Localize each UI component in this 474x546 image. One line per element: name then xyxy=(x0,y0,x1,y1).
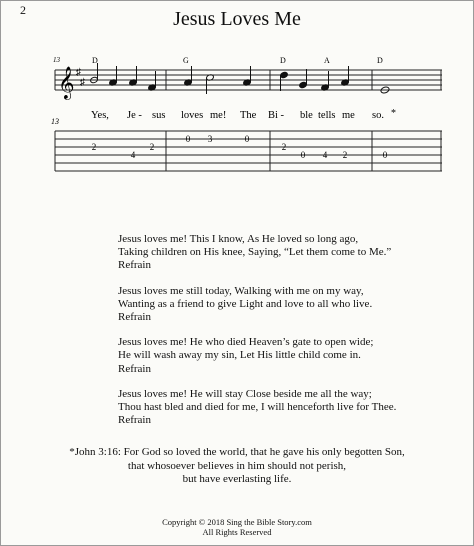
chord-symbol: G xyxy=(183,56,189,65)
footnote-line: *John 3:16: For God so loved the world, that he gave his only begotten Son, xyxy=(69,446,405,458)
verse-line: Jesus loves me! He will stay Close beside me all the way; xyxy=(118,387,372,400)
verse-line: Taking children on His knee, Saying, “Let them come to Me.” xyxy=(118,246,392,259)
lyric: Yes, xyxy=(91,110,109,121)
lyric: tells xyxy=(318,110,336,121)
page-number: 2 xyxy=(20,3,26,17)
verse-line: Wanting as a friend to give Light and love to all who live. xyxy=(118,297,373,310)
tab-number: 2 xyxy=(281,142,287,152)
chord-symbol: D xyxy=(280,56,286,65)
copyright-notice xyxy=(0,517,474,537)
verse-line: Jesus loves me still today, Walking with me on my way, xyxy=(118,284,364,297)
lyrics xyxy=(91,108,396,121)
tab-number: 0 xyxy=(382,150,388,160)
refrain-label: Refrain xyxy=(118,311,151,324)
verse xyxy=(118,233,396,273)
tab-number: 2 xyxy=(149,142,155,152)
lyric: so. xyxy=(372,110,384,121)
lyric: * xyxy=(391,108,396,119)
refrain-label: Refrain xyxy=(118,362,151,375)
notes xyxy=(90,63,390,94)
note xyxy=(280,71,289,78)
measure-number: 13 xyxy=(53,56,60,64)
note xyxy=(299,81,308,88)
footnote-line: that whosoever believes in him should not perish, xyxy=(127,459,347,472)
refrain-label: Refrain xyxy=(118,259,151,272)
copyright-line: Copyright © 2018 Sing the Bible Story.com xyxy=(162,517,312,527)
verse xyxy=(118,285,396,325)
measure-number: 13 xyxy=(51,117,59,126)
tab-number: 0 xyxy=(244,134,250,144)
music-score xyxy=(0,0,474,200)
refrain-label: Refrain xyxy=(118,414,151,427)
lyric: Je - xyxy=(127,110,142,121)
tab-number: 0 xyxy=(300,150,306,160)
verse xyxy=(118,336,396,376)
scripture-footnote xyxy=(0,446,474,487)
tab-number: 2 xyxy=(91,142,97,152)
chord-symbol: D xyxy=(92,56,98,65)
chord-symbol: A xyxy=(324,56,330,65)
verse-line: He will wash away my sin, Let His little child come in. xyxy=(118,349,361,362)
copyright-line: All Rights Reserved xyxy=(202,527,272,537)
song-title: Jesus Loves Me xyxy=(173,8,301,30)
chord-symbols xyxy=(92,56,383,65)
verses xyxy=(118,233,396,439)
tab-number: 4 xyxy=(322,150,328,160)
chord-symbol: D xyxy=(377,56,383,65)
verse xyxy=(118,388,396,428)
lyric: Bi - xyxy=(268,110,285,121)
verse-line: Jesus loves me! He who died Heaven’s gate to open wide; xyxy=(118,336,374,349)
lyric: The xyxy=(240,110,257,121)
verse-line: Thou hast bled and died for me, I will henceforth live for Thee. xyxy=(118,401,397,414)
lyric: loves xyxy=(181,110,204,121)
lyric: ble xyxy=(300,110,313,121)
svg-text:♯: ♯ xyxy=(80,77,85,88)
tab-number: 2 xyxy=(342,150,348,160)
footnote-line: but have everlasting life. xyxy=(182,473,292,486)
svg-text:♯: ♯ xyxy=(76,67,81,78)
tab-number: 4 xyxy=(130,150,136,160)
tab-number: 0 xyxy=(185,134,191,144)
lyric: me! xyxy=(210,110,227,121)
lyric: sus xyxy=(152,110,166,121)
lyric: me xyxy=(342,110,355,121)
tab-number: 3 xyxy=(207,134,213,144)
treble-clef-icon: 𝄞 xyxy=(58,68,75,99)
verse-line: Jesus loves me! This I know, As He loved so long ago, xyxy=(118,233,359,245)
